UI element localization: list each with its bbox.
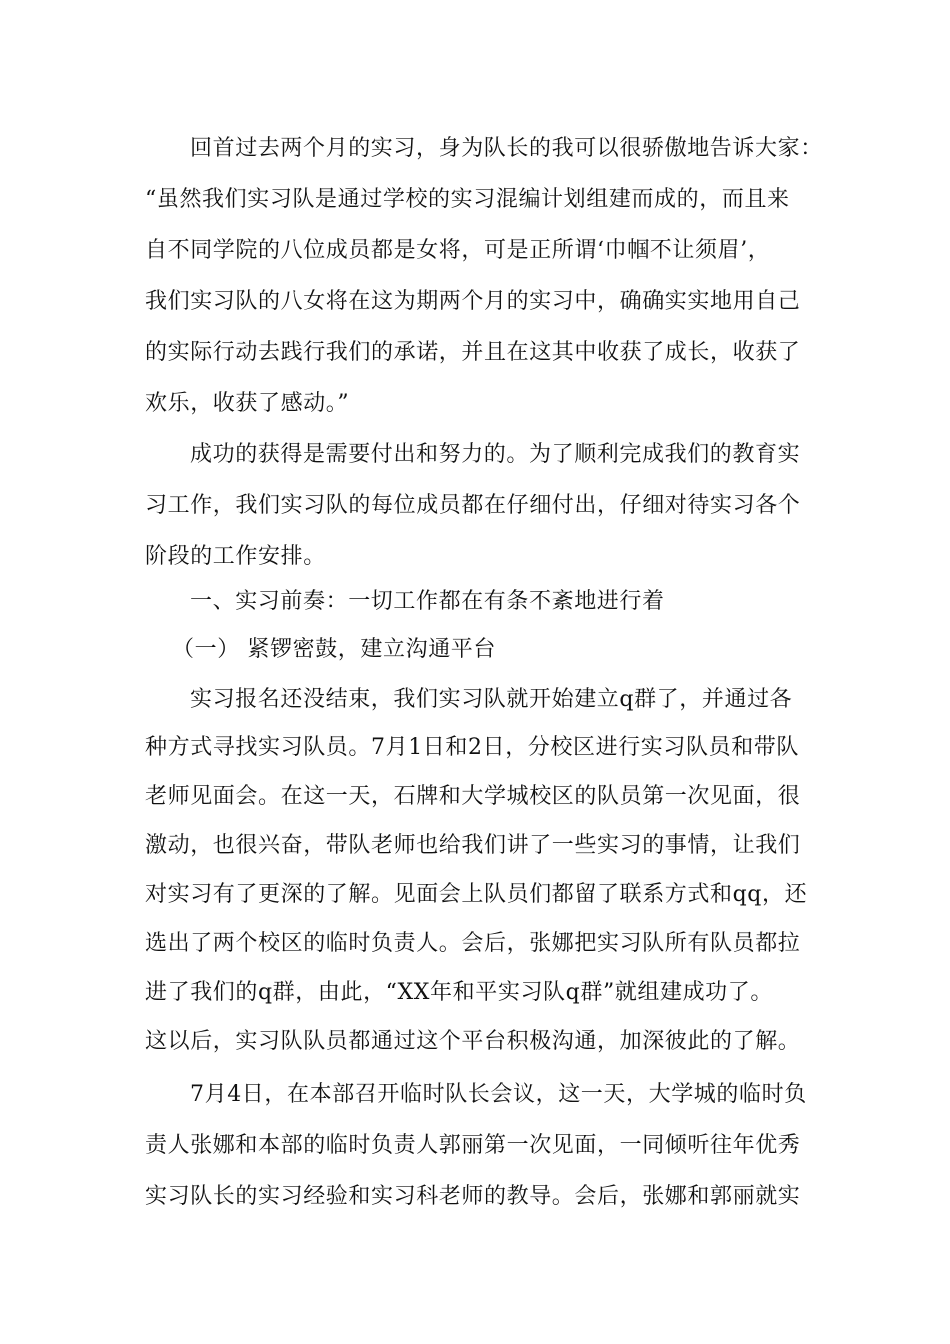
paragraph-3-line-3: 老师见面会。在这一天，石牌和大学城校区的队员第一次见面，很	[145, 784, 801, 809]
paragraph-3-line-2: 种方式寻找实习队员。7月1日和2日，分校区进行实习队员和带队	[145, 735, 799, 760]
paragraph-3-line-6: 选出了两个校区的临时负责人。会后，张娜把实习队所有队员都拉	[145, 931, 801, 956]
paragraph-2-line-3: 阶段的工作安排。	[145, 544, 326, 569]
paragraph-1-line-4: 我们实习队的八女将在这为期两个月的实习中，确确实实地用自己	[145, 289, 801, 314]
paragraph-3-line-5: 对实习有了更深的了解。见面会上队员们都留了联系方式和qq，还	[145, 882, 808, 907]
paragraph-3-line-1: 实习报名还没结束，我们实习队就开始建立q群了，并通过各	[190, 687, 793, 712]
paragraph-2-line-2: 习工作，我们实习队的每位成员都在仔细付出，仔细对待实习各个	[145, 493, 801, 518]
subsection-heading: （一） 紧锣密鼓，建立沟通平台	[172, 637, 496, 662]
paragraph-3-line-7: 进了我们的q群，由此，“XX年和平实习队q群”就组建成功了。	[145, 980, 773, 1005]
paragraph-1-line-1: 回首过去两个月的实习，身为队长的我可以很骄傲地告诉大家：	[190, 136, 823, 161]
paragraph-1-line-2: “虽然我们实习队是通过学校的实习混编计划组建而成的，而且来	[145, 187, 790, 212]
paragraph-4-line-1: 7月4日，在本部召开临时队长会议，这一天，大学城的临时负	[190, 1082, 807, 1107]
paragraph-1-line-6: 欢乐，收获了感动。”	[145, 391, 350, 416]
paragraph-3-line-8: 这以后，实习队队员都通过这个平台积极沟通，加深彼此的了解。	[145, 1029, 801, 1054]
paragraph-4-line-3: 实习队长的实习经验和实习科老师的教导。会后，张娜和郭丽就实	[145, 1184, 801, 1209]
paragraph-1-line-3: 自不同学院的八位成员都是女将，可是正所谓‘巾帼不让须眉’，	[145, 238, 771, 263]
paragraph-2-line-1: 成功的获得是需要付出和努力的。为了顺利完成我们的教育实	[190, 442, 801, 467]
paragraph-4-line-2: 责人张娜和本部的临时负责人郭丽第一次见面，一同倾听往年优秀	[145, 1133, 801, 1158]
section-heading: 一、实习前奏：一切工作都在有条不紊地进行着	[190, 589, 665, 614]
paragraph-3-line-4: 激动，也很兴奋，带队老师也给我们讲了一些实习的事情，让我们	[145, 833, 801, 858]
paragraph-1-line-5: 的实际行动去践行我们的承诺，并且在这其中收获了成长，收获了	[145, 340, 801, 365]
